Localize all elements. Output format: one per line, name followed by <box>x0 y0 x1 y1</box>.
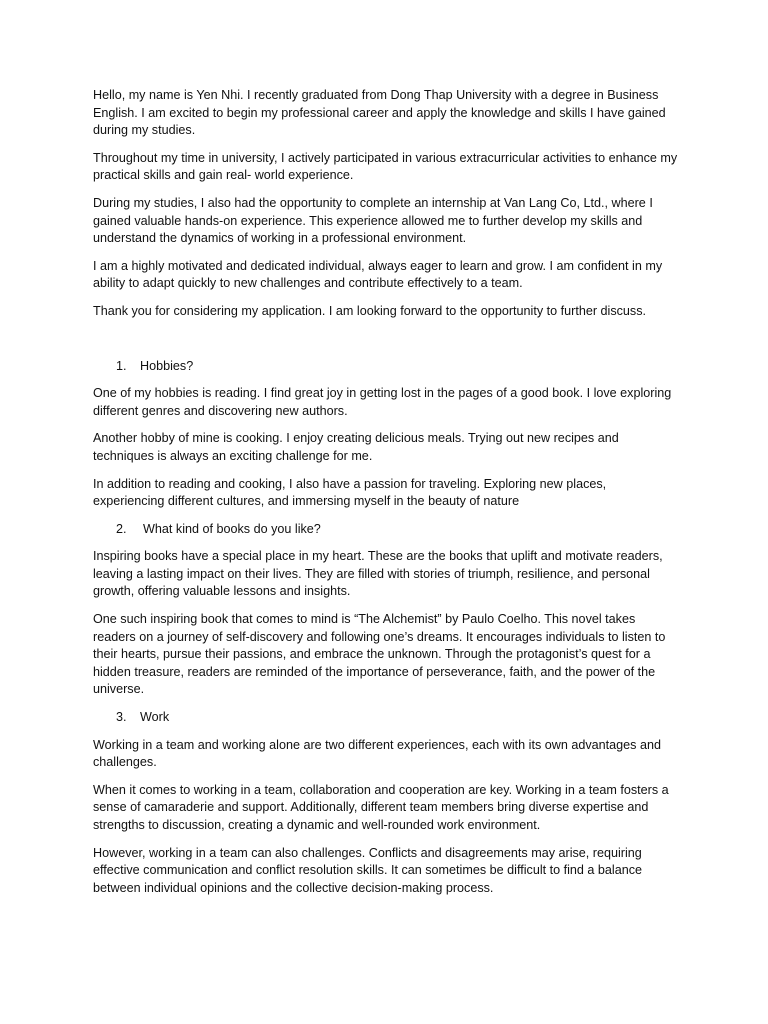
section-number: 3. <box>116 710 127 725</box>
intro-paragraph: During my studies, I also had the opportunity to complete an internship at Van Lang Co, Ltd., where I gained valuable hands-on experience. This experience allowed me to further develop my skills and understand the dynamics of working in a professional environment. <box>93 195 653 246</box>
section-paragraph: Another hobby of mine is cooking. I enjoy creating delicious meals. Trying out new recipes and techniques is always an exciting challenge for me. <box>93 431 619 463</box>
section-paragraph: One such inspiring book that comes to mind is “The Alchemist” by Paulo Coelho. This novel takes readers on a journey of self-discovery and following one’s dreams. It encourages individuals to listen to their hearts, pursue their passions, and embrace the unknown. Through the protagonist’s quest for a hidden treasure, readers are reminded of the importance of perseverance, faith, and the power of the universe. <box>93 612 666 697</box>
intro-paragraph: I am a highly motivated and dedicated individual, always eager to learn and grow. I am confident in my ability to adapt quickly to new challenges and contribute effectively to a team. <box>93 258 663 291</box>
intro-paragraph: Thank you for considering my application. I am looking forward to the opportunity to further discuss. <box>93 303 647 318</box>
section-paragraph: In addition to reading and cooking, I also have a passion for traveling. Exploring new places, experiencing different cultures, and immersing myself in the beauty of nature <box>93 476 607 509</box>
section-number: 2. <box>116 521 127 536</box>
section-paragraph: One of my hobbies is reading. I find great joy in getting lost in the pages of a good book. I love exploring different genres and discovering new authors. <box>93 386 672 418</box>
section-title: What kind of books do you like? <box>143 521 321 536</box>
intro-paragraph: Hello, my name is Yen Nhi. I recently graduated from Dong Thap University with a degree in Business English. I am excited to begin my professional career and apply the knowledge and skills I have gained during my studies. <box>93 88 666 138</box>
section-heading-hobbies <box>116 358 678 376</box>
blank-line <box>93 331 678 358</box>
intro-paragraph: Throughout my time in university, I actively participated in various extracurricular activities to enhance my practical skills and gain real- world experience. <box>93 150 678 183</box>
section-title: Hobbies? <box>140 358 194 373</box>
section-title: Work <box>140 710 170 725</box>
section-paragraph: Inspiring books have a special place in my heart. These are the books that uplift and motivate readers, leaving a lasting impact on their lives. They are filled with stories of triumph, resilience, and personal growth, offering valuable lessons and insights. <box>93 549 663 599</box>
document-body <box>93 87 678 907</box>
section-number: 1. <box>116 358 127 373</box>
section-heading-books <box>116 521 678 539</box>
section-paragraph: When it comes to working in a team, collaboration and cooperation are key. Working in a team fosters a sense of camaraderie and support. Additionally, different team members bring diverse expertise and strengths to discussion, creating a dynamic and well-rounded work environment. <box>93 782 669 832</box>
section-heading-work <box>116 709 678 727</box>
section-paragraph: Working in a team and working alone are two different experiences, each with its own advantages and challenges. <box>93 737 661 770</box>
section-paragraph: However, working in a team can also challenges. Conflicts and disagreements may arise, requiring effective communication and conflict resolution skills. It can sometimes be difficult to find a balance between individual opinions and the collective decision-making process. <box>93 845 643 895</box>
